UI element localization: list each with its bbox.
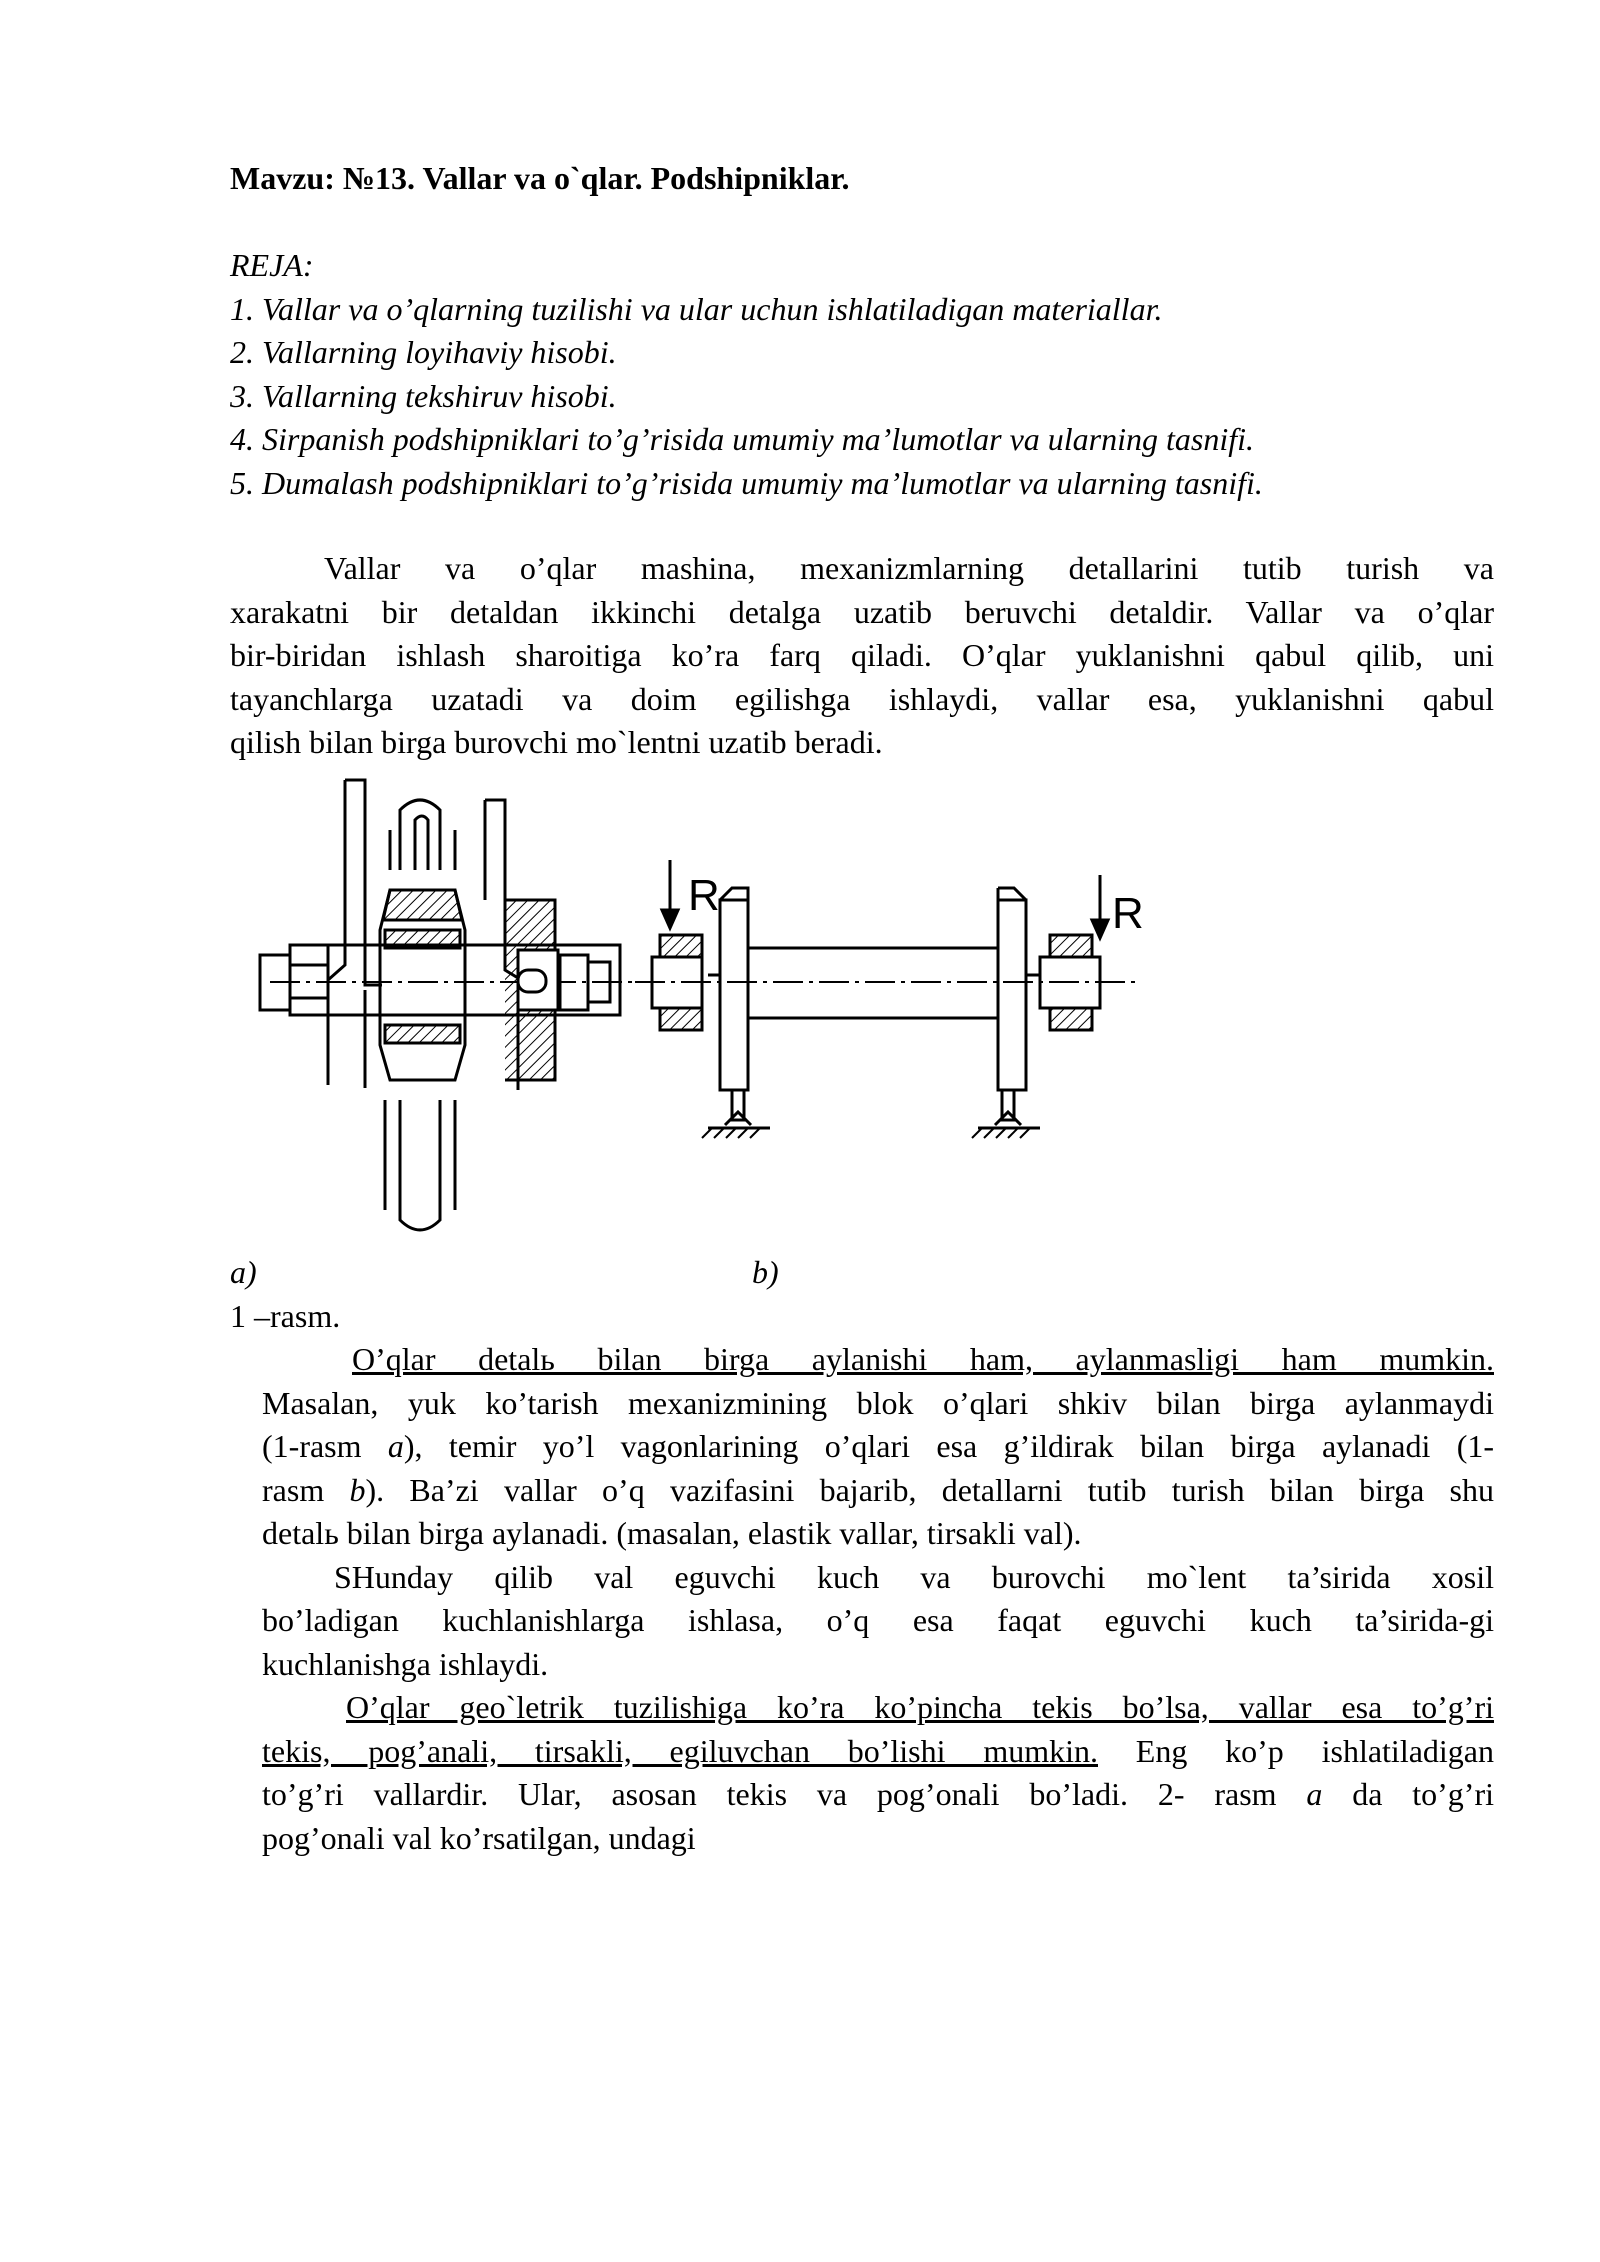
text-line: qilish bilan birga burovchi mo`lentni uzatib beradi. [230,724,883,760]
plan-item: 5. Dumalash podshipniklari to’g’risida umumiy ma’lumotlar va ularning tasnifi. [230,464,1263,501]
text-line: (1-rasm a), temir yo’l vagonlarining o’qlari esa g’ildirak bilan birga aylanadi (1- [262,1428,1495,1464]
plan-heading: REJA: [230,247,314,283]
text-line: xarakatni bir detaldan ikkinchi detalga uzatib beruvchi detaldir. Vallar va o’qlar [230,593,1494,630]
plan-item: 3. Vallarning tekshiruv hisobi. [230,377,617,414]
text-line: tekis, pog’anali, tirsakli, egiluvchan bo’lishi mumkin. Eng ko’p ishlatiladigan [262,1732,1495,1769]
figure-caption: 1 –rasm. [230,1298,341,1334]
text-line: to’g’ri vallardir. Ular, asosan tekis va pog’onali bo’ladi. 2- rasm a da to’g’ri [262,1776,1495,1812]
body-paragraphs [262,1338,1494,1860]
text-line: bir-biridan ishlash sharoitiga ko’ra farq qiladi. O’qlar yuklanishni qabul qilib, uni [230,637,1494,673]
text-line: O’qlar detalь bilan birga aylanishi ham, aylanmasligi ham mumkin. [352,1341,1494,1377]
load-label-left: R [688,871,720,920]
text-line: rasm b). Ba’zi vallar o’q vazifasini bajarib, detallarni tutib turish bilan birga shu [262,1471,1495,1508]
plan-item: 2. Vallarning loyihaviy hisobi. [230,334,617,370]
plan-item: 4. Sirpanish podshipniklari to’g’risida umumiy ma’lumotlar va ularning tasnifi. [230,421,1255,457]
load-label-right: R [1112,889,1144,938]
text-line: Vallar va o’qlar mashina, mexanizmlarning detallarini tutib turish va [324,550,1494,586]
text-line: detalь bilan birga aylanadi. (masalan, elastik vallar, tirsakli val). [262,1515,1082,1551]
text-line: bo’ladigan kuchlanishlarga ishlasa, o’q esa faqat eguvchi kuch ta’sirida-gi [262,1602,1494,1638]
page-title: Mavzu: №13. Vallar va o`qlar. Podshipniklar. [230,160,850,196]
text-line: Masalan, yuk ko’tarish mexanizmining blok o’qlari shkiv bilan birga aylanmaydi [262,1384,1494,1421]
plan-item: 1. Vallar va o’qlarning tuzilishi va ular uchun ishlatiladigan materiallar. [230,290,1163,327]
text-line: tayanchlarga uzatadi va doim egilishga ishlaydi, vallar esa, yuklanishni qabul [230,680,1494,717]
text-line: kuchlanishga ishlaydi. [262,1645,549,1682]
figure-label-a: a) [230,1254,257,1290]
text-line: SHunday qilib val eguvchi kuch va burovchi mo`lent ta’sirida xosil [334,1558,1494,1595]
text-line: pog’onali val ko’rsatilgan, undagi [262,1819,696,1856]
lesson-plan [230,244,1263,505]
figure-label-b: b) [752,1254,779,1290]
intro-paragraph [230,547,1494,765]
pulley-axle-drawing [260,780,650,1230]
text-line: O’qlar geo`letrik tuzilishiga ko’ra ko’pincha tekis bo’lsa, vallar esa to’g’ri [346,1689,1494,1725]
figure-axles [250,770,1170,1250]
